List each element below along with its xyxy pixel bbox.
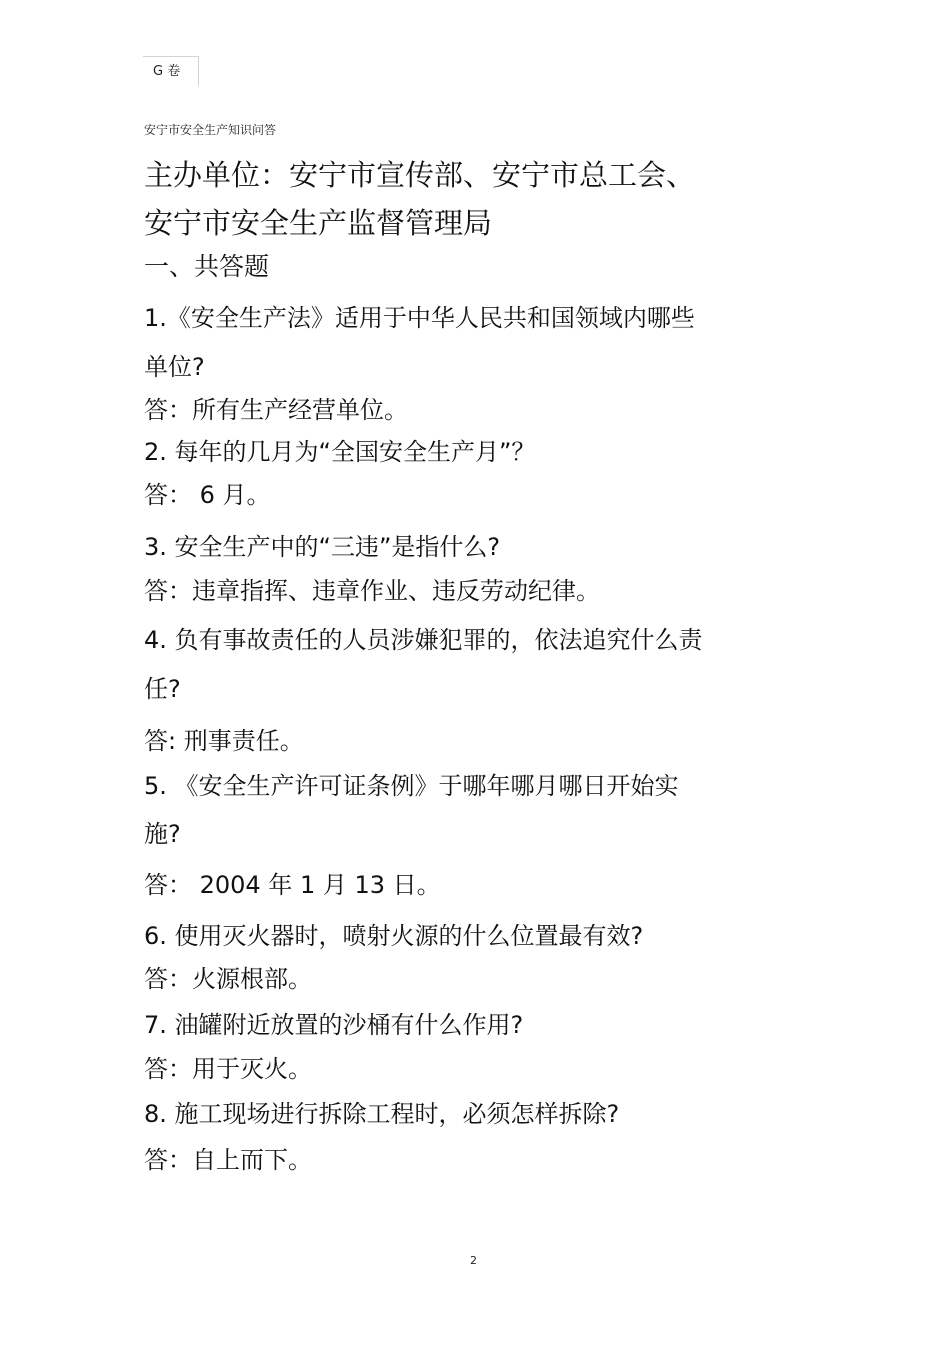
- answer-8: 答：自上而下。: [144, 1146, 312, 1174]
- question-5-line-2: 施?: [144, 820, 181, 848]
- document-small-title: 安宁市安全生产知识问答: [144, 123, 277, 137]
- question-4-line-2: 任?: [144, 675, 181, 703]
- question-6: 6. 使用灭火器时，喷射火源的什么位置最有效?: [144, 922, 644, 950]
- question-8: 8. 施工现场进行拆除工程时，必须怎样拆除?: [144, 1100, 620, 1128]
- answer-3: 答：违章指挥、违章作业、违反劳动纪律。: [144, 577, 600, 605]
- answer-4: 答: 刑事责任。: [144, 727, 304, 755]
- question-2: 2. 每年的几月为“全国安全生产月”？: [144, 438, 536, 466]
- question-1-line-1: 1.《安全生产法》适用于中华人民共和国领域内哪些: [144, 304, 695, 332]
- question-7: 7. 油罐附近放置的沙桶有什么作用?: [144, 1011, 524, 1039]
- paper-version-tag: G 卷: [143, 56, 199, 86]
- sponsor-line-2: 安宁市安全生产监督管理局: [144, 206, 493, 240]
- sponsor-heading: [144, 151, 784, 247]
- question-5-line-1: 5. 《安全生产许可证条例》于哪年哪月哪日开始实: [144, 772, 679, 800]
- question-1-line-2: 单位?: [144, 353, 205, 381]
- answer-6: 答：火源根部。: [144, 965, 312, 993]
- sponsor-line-1: 主办单位：安宁市宣传部、安宁市总工会、: [144, 158, 696, 192]
- answer-5: 答： 2004 年 1 月 13 日。: [144, 871, 441, 899]
- section-title: 一、共答题: [144, 252, 270, 281]
- question-3: 3. 安全生产中的“三违”是指什么?: [144, 533, 501, 561]
- answer-2: 答： 6 月。: [144, 481, 271, 509]
- answer-7: 答：用于灭火。: [144, 1055, 312, 1083]
- page-number: 2: [470, 1254, 477, 1267]
- answer-1: 答：所有生产经营单位。: [144, 396, 408, 424]
- question-4-line-1: 4. 负有事故责任的人员涉嫌犯罪的，依法追究什么责: [144, 626, 703, 654]
